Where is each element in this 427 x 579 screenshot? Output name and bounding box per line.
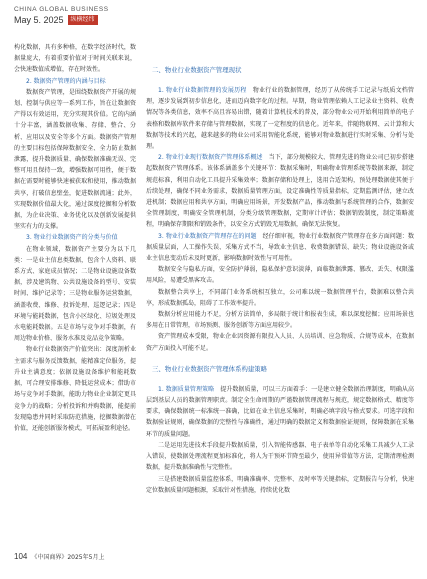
issue-date: May 5. 2025 bbox=[14, 15, 64, 25]
left-paragraph-2: 数据资产管理，是围绕数据资产开展的规划、控制与供应等一系列工作，旨在让数据资产得以有效运用，充分实现其价值。它的内涵十分丰富，涵盖数据收集、存储、整合、分析、应用以及安全等多个方面。数据资产管理的主要目标包括保障数据安全、全力防止数据泄露，提升数据质量、确保数据准确无误、完整可用且保持一致，增强数据可用性，便于数据在需要时能够快速被获取和使用，推动数据共享，打破信息壁垒，促进数据流通；此外，实现数据价值最大化，通过深度挖掘和分析数据，为企业决策、业务优化以及创新发展提供坚实有力的支撑。 bbox=[14, 88, 136, 231]
paragraph-2-lead: 2. 物业行业现行数据资产管理体系概述 bbox=[158, 154, 263, 162]
right-paragraph-10: 三是搭建数据质量监控体系，明确准确率、完整率、及时率等关键指标，定期报告与分析，快速定位数据质量问题根源，采取针对性措施，持续优化数 bbox=[146, 475, 414, 494]
left-paragraph-1: 构化数据，具有多种格，在数字经济时代，数据量庞大，有着重要价值对于时间关联来说，会快速数值成增值，存在时效性。 bbox=[14, 44, 136, 74]
page-footer bbox=[14, 552, 104, 561]
right-paragraph-4: 数据安全与隐私方面，安全防护薄弱，隐私保护意识淡薄，面临数据泄露、篡改、丢失、权限滥用风险，易遭受黑客攻击。 bbox=[146, 266, 414, 285]
footer-citation: 《中国商界》2025年5月上 bbox=[31, 554, 105, 561]
left-column bbox=[14, 42, 136, 434]
subheading-2: 2. 数据资产管理的内涵与目标 bbox=[26, 77, 106, 85]
left-paragraph-4: 物业行业数据资产价值突出：深度剖析业主需求与服务反馈数据，能精准定位服务，提升业主满意度；依据设施设备维护和能耗数据，可合理安排维修、降低运营成本；借助市场与竞争对手数据，能助力物业企业制定更具竞争力的战略；分析投诉和并购数据，能提前发现隐患并同时采取防范措施，挖掘数据潜在价值，还能创新服务模式，可拓展盈利途径。 bbox=[14, 346, 136, 432]
paragraph-1-lead: 1. 物业行业数据管理的发展历程 bbox=[158, 87, 247, 94]
right-paragraph-5: 数据整合共享上，不同部门业务系统相互独立，公司难以统一数据管理平台，数据难以整合共享，形成数据孤岛，阻碍了工作效率提升。 bbox=[146, 288, 414, 307]
paragraph-1-body: 物业行业的数据管理，经历了从传统手工记录与纸质文档管理，逐步发展到初步信息化，进而迈向数字化的过程。早期，物业管理依赖人工记录业主资料、收费情况等各类信息，效率不高且容易出错，随着计算机技术的普及，部分物业公司开始利用简单的电子表格和数据库软件来存储与管理数据，实现了一定程度的信息化。近年来，伴随物联网、云计算和大数据等技术的兴起，越来越多的物业公司采用智能化系统，能够对物业数据进行实时采集、分析与处理。 bbox=[146, 87, 414, 151]
paragraph-2-body: 当下，部分规模较大、管理先进的物业公司已初步搭建起数据资产管理体系。该体系涵盖多个关键环节：数据采集时，明确物业管理系统等数据来源，制定规范标准，利用自动化工具提升采集效率；数据存储和处理上，选用合适架构，预处理数据使其便于后续处理，确保不同业务需求，数据质量管理方面，设定准确性等质量指标，定期监测评估，建立改进机制；数据应用和共享方面，明确应用场景，开发数据产品，推动数据与系统管理的合作，数据安全管理制度，明确安全管理机制，分类分级管理数据，定期审计评估；数据销毁制度，制定策略流程，明确保存期限和销毁条件，以安全方式销毁无用数据，确保无法恢复。 bbox=[146, 154, 414, 229]
subheading-3: 3. 物业行业数据资产的分类与价值 bbox=[26, 234, 118, 242]
magazine-name: CHINA GLOBAL BUSINESS bbox=[14, 6, 109, 13]
right-paragraph-2 bbox=[146, 152, 414, 230]
right-paragraph-6: 数据分析应用能力不足，分析方法简单，多局限于统计和报表生成，难以深度挖掘；应用场景也多用在日常管理，市场预测、服务创新等方面应用较少。 bbox=[146, 311, 414, 330]
right-paragraph-8 bbox=[146, 384, 414, 440]
paragraph-8-lead: 1. 数据质量管理策略 bbox=[158, 385, 215, 393]
section-2-title: 二、物业行业数据资产管理现状 bbox=[152, 66, 242, 74]
right-paragraph-7: 资产管理成本受限，物业企业因资源有限投入人员、人员培训、应急物质、合规等成本，在数据资产方面投入可能不足。 bbox=[146, 333, 414, 352]
paragraph-3-lead: 3. 物业行业数据资产管理存在的问题 bbox=[158, 232, 257, 240]
page-header bbox=[14, 6, 109, 25]
right-paragraph-9: 二是运用先进技术手段提升数据质量，引入智能传感器、电子表单等自动化采集工具减少人工录入错误，使数据处理流程更加标准化，将人为干预环节降至最少，使用异常值等方法，定期清理检测数据，提升数据准确性与完整性。 bbox=[146, 441, 414, 472]
left-paragraph-3: 在物业领域，数据资产主要分为以下几类：一是业主信息类数据，包含个人资料、联系方式、家庭成员情况；二是物业设施设备数据，涉及建筑物、公共设施设备的型号、安装时间、维护记录等；三是物业服务运营数据，涵盖收费、维修、投诉处理、巡逻记录；四是环境与能耗数据，包含小区绿化、垃圾处理及水电能耗数据。五是市场与竞争对手数据，有周边物业价格、服务水准及竞品竞争策略。 bbox=[14, 245, 136, 343]
column-tag: 纵横经纬 bbox=[68, 15, 98, 25]
right-paragraph-1 bbox=[146, 85, 414, 152]
section-3-title: 三、物业行业数据资产管理体系构建策略 bbox=[152, 364, 268, 373]
paragraph-3-body: 经仔细审视，物业行业数据资产管理存在多方面问题：数据质量层面，人工操作失误、采集方式不当，导致业主信息、收费数据错误、缺失；物业设施设备或业主信息变动后未及时更新，影响数据时效性与可用性。 bbox=[146, 232, 414, 263]
paragraph-8-body: 提升数据质量，可以三方面着手：一是建立健全数据治理制度，明确从高层到基层人员的数据管理职责。制定全生命周期的严谨数据管理流程与规范，规定数据格式、精度等要求，确保数据统一标准统一准确，比如在业主信息采集时，明确必填字段与格式要求。可选字段和数据验证规则，确保数据的完整性与准确性，通过明确的数据定义和数据验证规则，保障数据在采集环节的质量问题。 bbox=[146, 385, 414, 438]
right-paragraph-3 bbox=[146, 231, 414, 265]
right-column bbox=[146, 62, 414, 496]
page-number: 104 bbox=[14, 552, 28, 561]
